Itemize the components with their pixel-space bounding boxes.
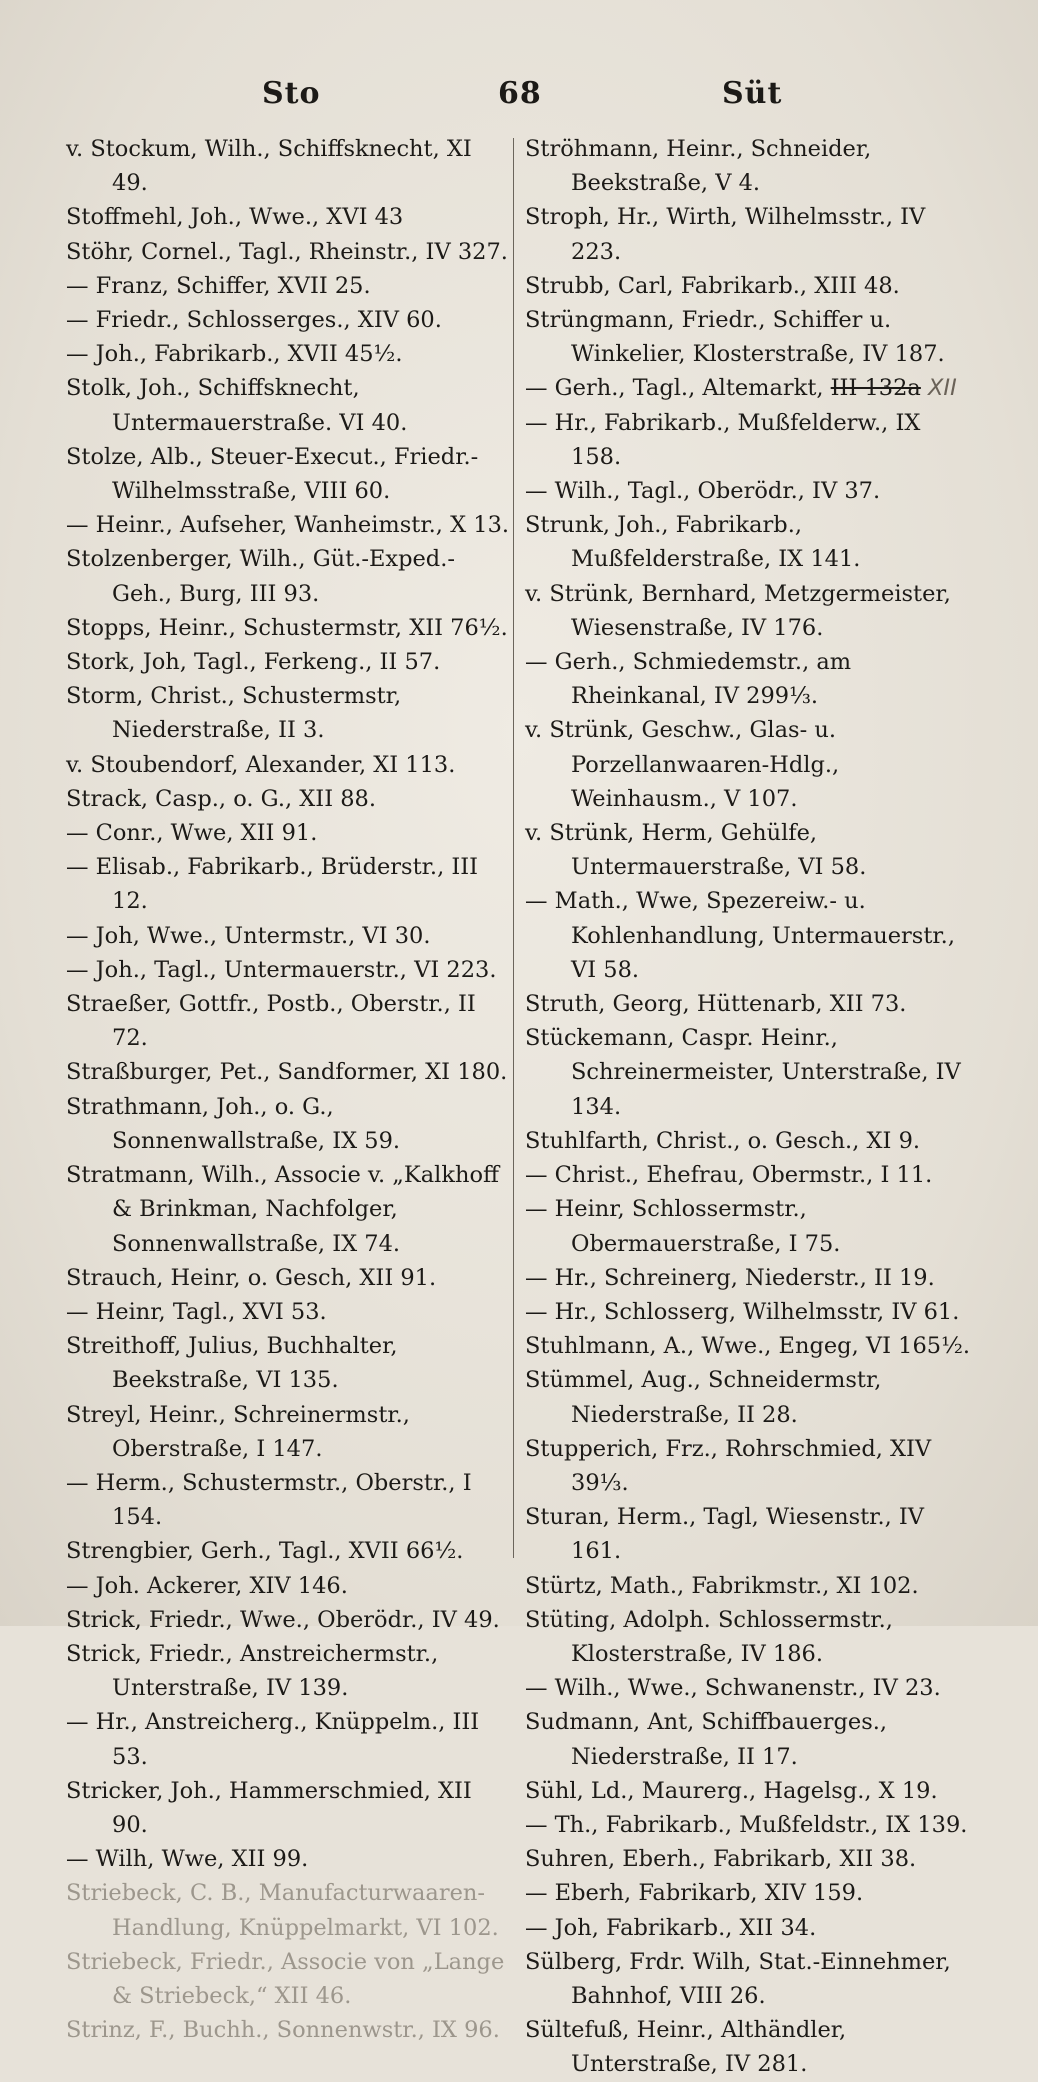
list-item: Suhren, Eberh., Fabrikarb, XII 38.: [525, 1846, 917, 1873]
list-item: Stratmann, Wilh., Associe v. „Kalkhoff & Brinkman, Nachfolger, Sonnenwallstraße, IX 74.: [66, 1162, 500, 1257]
list-item: Stolze, Alb., Steuer-Execut., Friedr.-Wilhelmsstraße, VIII 60.: [66, 443, 479, 505]
list-item: Strauch, Heinr, o. Gesch, XII 91.: [66, 1264, 437, 1291]
list-item: Streyl, Heinr., Schreinermstr., Oberstraße, I 147.: [66, 1401, 410, 1462]
list-item: Stümmel, Aug., Schneidermstr, Niederstraße, II 28.: [525, 1367, 882, 1428]
list-item: Strunk, Joh., Fabrikarb., Mußfelderstraße, IX 141.: [525, 512, 861, 573]
list-item: Straßburger, Pet., Sandformer, XI 180.: [66, 1059, 508, 1086]
list-item: — Elisab., Fabrikarb., Brüderstr., III 12.: [66, 854, 479, 915]
list-item: Ströhmann, Heinr., Schneider, Beekstraße, V 4.: [525, 136, 872, 197]
list-item: Stricker, Joh., Hammerschmied, XII 90.: [66, 1777, 472, 1838]
page-number: 68: [498, 76, 542, 111]
list-item: v. Strünk, Geschw., Glas- u. Porzellanwaaren-Hdlg., Weinhausm., V 107.: [525, 717, 840, 812]
running-head-right: Süt: [722, 76, 783, 111]
list-item: Stopps, Heinr., Schustermstr, XII 76½.: [66, 614, 508, 641]
list-item: Stückemann, Caspr. Heinr., Schreinermeister, Unterstraße, IV 134.: [525, 1025, 961, 1120]
faded-list-item: Striebeck, Friedr., Associe von „Lange & Striebeck,“ XII 46.: [66, 1948, 505, 2009]
list-item: Sühl, Ld., Maurerg., Hagelsg., X 19.: [525, 1777, 938, 1804]
list-item: — Friedr., Schlosserges., XIV 60.: [66, 307, 442, 334]
list-item: — Wilh., Tagl., Oberödr., IV 37.: [525, 478, 881, 505]
list-item: Sturan, Herm., Tagl, Wiesenstr., IV 161.: [525, 1504, 925, 1565]
column-divider: [513, 138, 514, 1558]
list-item: — Wilh, Wwe, XII 99.: [66, 1846, 309, 1873]
list-item: Stüting, Adolph. Schlossermstr., Klosterstraße, IV 186.: [525, 1606, 893, 1667]
struck-address: III 132a: [830, 375, 921, 402]
list-item: — Heinr., Aufseher, Wanheimstr., X 13.: [66, 512, 510, 539]
list-item: — Joh, Fabrikarb., XII 34.: [525, 1914, 817, 1941]
list-item: — Conr., Wwe, XII 91.: [66, 820, 318, 847]
list-item: Stolzenberger, Wilh., Güt.-Exped.-Geh., Burg, III 93.: [66, 546, 455, 607]
list-item: — Th., Fabrikarb., Mußfeldstr., IX 139.: [525, 1811, 968, 1838]
faded-list-item: Striebeck, C. B., Manufacturwaaren-Handlung, Knüppelmarkt, VI 102.: [66, 1880, 499, 1941]
list-item: — Gerh., Schmiedemstr., am Rheinkanal, IV 299⅓.: [525, 649, 852, 710]
entry-text: — Gerh., Tagl., Altemarkt,: [525, 375, 824, 402]
list-item: v. Stockum, Wilh., Schiffsknecht, XI 49.: [66, 136, 472, 197]
list-item: — Wilh., Wwe., Schwanenstr., IV 23.: [525, 1675, 941, 1702]
right-column: [525, 132, 975, 2082]
faded-list-item: Strinz, F., Buchh., Sonnenwstr., IX 96.: [66, 2017, 500, 2044]
list-item: — Heinr, Tagl., XVI 53.: [66, 1298, 327, 1325]
list-item: — Hr., Fabrikarb., Mußfelderw., IX 158.: [525, 409, 921, 470]
list-item: Strick, Friedr., Anstreichermstr., Unterstraße, IV 139.: [66, 1640, 439, 1702]
list-item: — Joh, Wwe., Untermstr., VI 30.: [66, 922, 431, 949]
list-item: — Herm., Schustermstr., Oberstr., I 154.: [66, 1469, 472, 1531]
list-item: Straeßer, Gottfr., Postb., Oberstr., II 72.: [66, 991, 476, 1052]
list-item: Stöhr, Cornel., Tagl., Rheinstr., IV 327.: [66, 238, 508, 265]
list-item: Stuhlmann, A., Wwe., Engeg, VI 165½.: [525, 1333, 971, 1360]
list-item: Strack, Casp., o. G., XII 88.: [66, 785, 377, 812]
list-item: Strathmann, Joh., o. G., Sonnenwallstraße, IX 59.: [66, 1093, 401, 1154]
list-item: Stolk, Joh., Schiffsknecht, Untermauerstraße. VI 40.: [66, 375, 408, 436]
handwritten-annotation: XII: [928, 375, 957, 402]
left-column: [66, 132, 511, 2047]
list-item: Sudmann, Ant, Schiffbauerges., Niederstraße, II 17.: [525, 1709, 888, 1770]
list-item: v. Stoubendorf, Alexander, XI 113.: [66, 751, 456, 778]
list-item: — Hr., Schreinerg, Niederstr., II 19.: [525, 1264, 935, 1291]
list-item: — Franz, Schiffer, XVII 25.: [66, 272, 371, 299]
list-item: Strüngmann, Friedr., Schiffer u. Winkelier, Klosterstraße, IV 187.: [525, 307, 945, 368]
list-item: — Hr., Anstreicherg., Knüppelm., III 53.: [66, 1709, 480, 1770]
list-item-annotated: [525, 371, 975, 405]
page-header: [0, 64, 1038, 124]
list-item: v. Strünk, Herm, Gehülfe, Untermauerstraße, VI 58.: [525, 820, 867, 881]
list-item: — Christ., Ehefrau, Obermstr., I 11.: [525, 1162, 933, 1189]
list-item: Stoffmehl, Joh., Wwe., XVI 43: [66, 204, 404, 231]
list-item: — Joh., Tagl., Untermauerstr., VI 223.: [66, 956, 497, 983]
list-item: — Math., Wwe, Spezereiw.- u. Kohlenhandlung, Untermauerstr., VI 58.: [525, 888, 955, 983]
list-item: Strengbier, Gerh., Tagl., XVII 66½.: [66, 1538, 464, 1565]
list-item: — Heinr, Schlossermstr., Obermauerstraße, I 75.: [525, 1196, 841, 1257]
list-item: Strubb, Carl, Fabrikarb., XIII 48.: [525, 272, 900, 299]
list-item: Stork, Joh, Tagl., Ferkeng., II 57.: [66, 649, 441, 676]
running-head-left: Sto: [262, 76, 321, 111]
list-item: Strick, Friedr., Wwe., Oberödr., IV 49.: [66, 1606, 500, 1633]
list-item: v. Strünk, Bernhard, Metzgermeister, Wiesenstraße, IV 176.: [525, 580, 951, 641]
list-item: Streithoff, Julius, Buchhalter, Beekstraße, VI 135.: [66, 1333, 398, 1394]
list-item: Sültefuß, Heinr., Althändler, Unterstraße, IV 281.: [525, 2017, 847, 2078]
list-item: — Joh. Ackerer, XIV 146.: [66, 1572, 348, 1599]
list-item: — Joh., Fabrikarb., XVII 45½.: [66, 341, 403, 368]
list-item: — Eberh, Fabrikarb, XIV 159.: [525, 1880, 864, 1907]
list-item: Stupperich, Frz., Rohrschmied, XIV 39⅓.: [525, 1435, 932, 1496]
list-item: — Hr., Schlosserg, Wilhelmsstr, IV 61.: [525, 1298, 960, 1325]
list-item: Stürtz, Math., Fabrikmstr., XI 102.: [525, 1572, 919, 1599]
list-item: Storm, Christ., Schustermstr, Niederstraße, II 3.: [66, 683, 402, 744]
list-item: Stuhlfarth, Christ., o. Gesch., XI 9.: [525, 1127, 921, 1154]
list-item: Struth, Georg, Hüttenarb, XII 73.: [525, 991, 907, 1018]
list-item: Stroph, Hr., Wirth, Wilhelmsstr., IV 223.: [525, 204, 926, 265]
list-item: Sülberg, Frdr. Wilh, Stat.-Einnehmer, Bahnhof, VIII 26.: [525, 1948, 951, 2009]
